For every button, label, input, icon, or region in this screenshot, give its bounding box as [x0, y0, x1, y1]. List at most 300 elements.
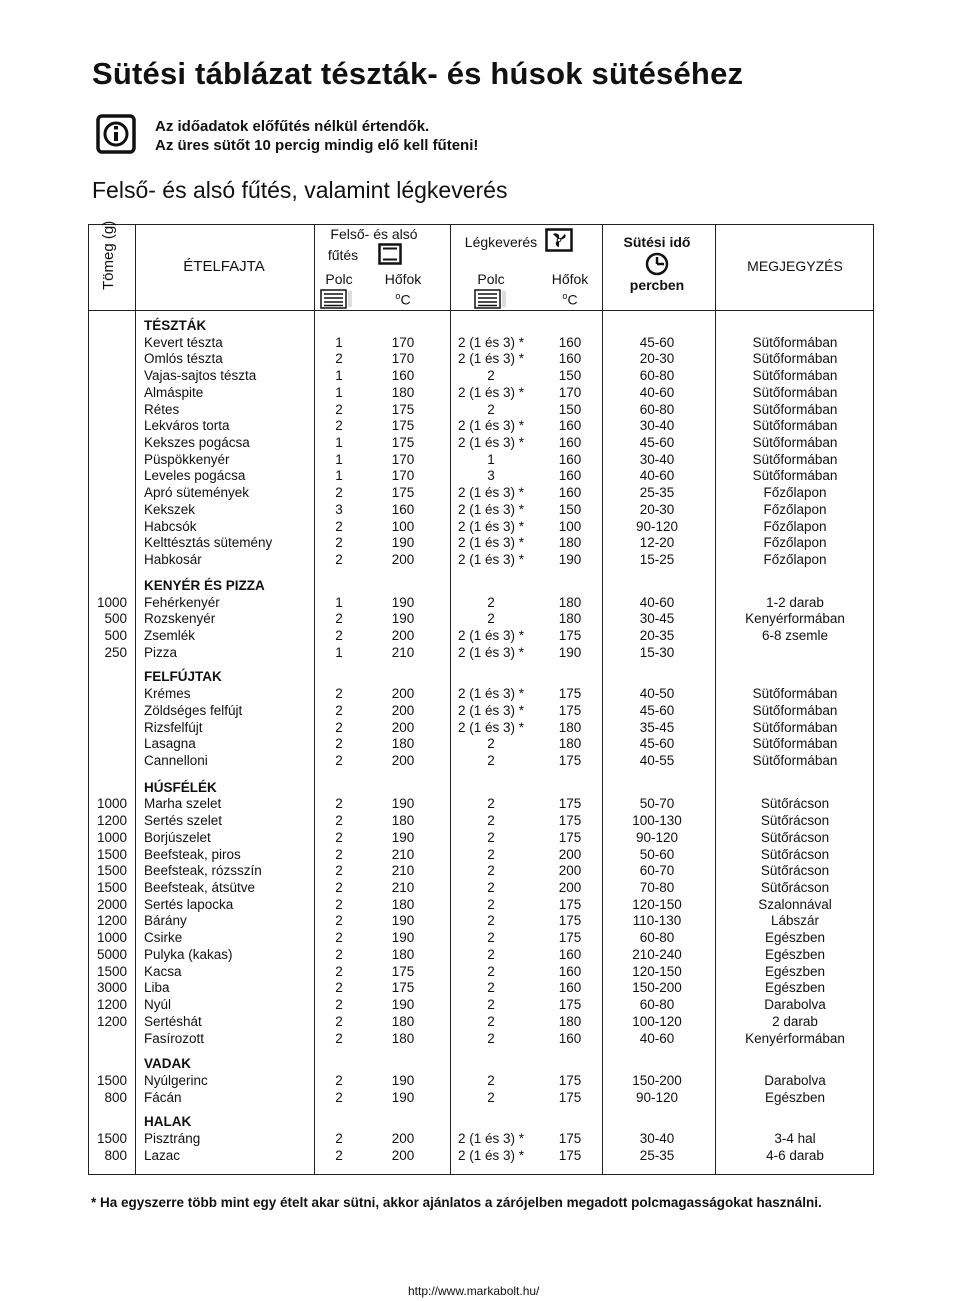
fan-temp-cell: 160 [558, 485, 582, 501]
food-cell: Almáspite [144, 384, 204, 400]
temp-header-1: Hőfok [384, 271, 422, 287]
time-cell: 60-80 [639, 368, 675, 384]
fan-shelf-cell: 2 (1 és 3) * [457, 644, 525, 660]
note-cell: Egészben [764, 980, 826, 996]
food-cell: Nyúl [144, 997, 172, 1013]
temp-cell: 170 [391, 334, 415, 350]
time-cell: 150-200 [632, 1072, 682, 1088]
food-cell: Habcsók [144, 518, 197, 534]
fan-shelf-cell: 2 (1 és 3) * [457, 686, 525, 702]
fan-temp-cell: 160 [558, 418, 582, 434]
note-cell: Sütőformában [752, 753, 838, 768]
fan-temp-cell: 180 [558, 719, 582, 735]
time-cell: 30-40 [639, 451, 675, 467]
fan-temp-cell: 150 [558, 501, 582, 517]
info-icon [96, 114, 136, 154]
shelf-cell: 2 [335, 719, 343, 735]
shelf-header-2: Polc [477, 271, 505, 287]
shelf-cell: 2 [335, 863, 343, 879]
weight-cell: 1000 [96, 829, 127, 845]
note-cell: Sütőrácson [760, 796, 830, 812]
note-cell: Főzőlapon [763, 518, 827, 534]
temp-cell: 190 [391, 796, 415, 812]
food-cell: Lekváros torta [144, 418, 230, 434]
time-cell: 40-60 [639, 1030, 675, 1046]
temp-cell: 180 [391, 813, 415, 829]
temp-cell: 190 [391, 594, 415, 610]
category-heading: HALAK [144, 1114, 192, 1130]
fan-shelf-cell: 2 [487, 611, 495, 627]
shelf-cell: 1 [335, 451, 343, 467]
time-cell: 40-55 [639, 753, 675, 768]
time-cell: 110-130 [632, 913, 682, 929]
fan-temp-cell: 175 [558, 1089, 582, 1105]
top-bottom-heat-header: Felső- és alsó [330, 226, 418, 242]
temp-cell: 210 [391, 863, 415, 879]
fan-shelf-cell: 2 (1 és 3) * [457, 418, 525, 434]
shelf-cell: 1 [335, 384, 343, 400]
fan-shelf-cell: 2 (1 és 3) * [457, 501, 525, 517]
temp-cell: 200 [391, 719, 415, 735]
food-cell: Fácán [144, 1089, 182, 1105]
food-cell: Kelttésztás sütemény [144, 535, 273, 551]
fan-temp-cell: 175 [558, 997, 582, 1013]
shelf-cell: 2 [335, 686, 343, 702]
food-cell: Kacsa [144, 963, 182, 979]
shelf-header-1: Polc [325, 271, 353, 287]
temp-cell: 175 [391, 401, 415, 417]
column-divider [715, 224, 716, 1175]
food-cell: Pulyka (kakas) [144, 946, 233, 962]
temp-cell: 180 [391, 1030, 415, 1046]
time-cell: 50-60 [639, 846, 675, 862]
fan-temp-cell: 170 [558, 384, 582, 400]
shelf-cell: 2 [335, 946, 343, 962]
temp-cell: 175 [391, 485, 415, 501]
celsius-label: C [400, 291, 411, 308]
fan-temp-cell: 175 [558, 1072, 582, 1088]
shelf-cell: 2 [335, 535, 343, 551]
temp-cell: 170 [391, 468, 415, 484]
fan-temp-cell: 175 [558, 829, 582, 845]
temp-cell: 160 [391, 501, 415, 517]
fan-temp-cell: 150 [558, 368, 582, 384]
fan-shelf-cell: 2 [487, 896, 495, 912]
weight-cell: 800 [104, 1089, 127, 1105]
food-cell: Püspökkenyér [144, 451, 230, 467]
note-cell: Sütőformában [752, 435, 838, 451]
time-cell: 90-120 [635, 1089, 679, 1105]
weight-cell: 3000 [96, 980, 127, 996]
fan-shelf-cell: 2 [487, 946, 495, 962]
fan-temp-cell: 150 [558, 401, 582, 417]
fan-temp-cell: 180 [558, 611, 582, 627]
note-cell: Sütőformában [752, 702, 838, 718]
fan-temp-cell: 175 [558, 796, 582, 812]
weight-cell: 1500 [96, 1072, 127, 1088]
time-cell: 100-120 [632, 1013, 682, 1029]
weight-cell: 1500 [96, 1131, 127, 1147]
shelf-cell: 1 [335, 594, 343, 610]
temp-cell: 210 [391, 880, 415, 896]
fan-shelf-cell: 2 (1 és 3) * [457, 485, 525, 501]
temp-cell: 190 [391, 611, 415, 627]
food-cell: Vajas-sajtos tészta [144, 368, 257, 384]
weight-cell: 1500 [96, 863, 127, 879]
fan-shelf-cell: 2 [487, 1013, 495, 1029]
food-cell: Sertés szelet [144, 813, 223, 829]
time-cell: 60-80 [639, 997, 675, 1013]
time-cell: 45-60 [639, 334, 675, 350]
shelf-cell: 2 [335, 485, 343, 501]
shelf-cell: 2 [335, 980, 343, 996]
fan-temp-cell: 100 [558, 518, 582, 534]
fan-temp-cell: 200 [558, 863, 582, 879]
top-bottom-heat-header-line2: fűtés [327, 247, 359, 263]
shelf-cell: 2 [335, 930, 343, 946]
note-cell: Sütőformában [752, 401, 838, 417]
fan-temp-cell: 160 [558, 351, 582, 367]
fan-shelf-cell: 2 [487, 1072, 495, 1088]
shelf-cell: 3 [335, 501, 343, 517]
shelf-cell: 2 [335, 896, 343, 912]
food-cell: Sertéshát [144, 1013, 202, 1029]
temp-cell: 200 [391, 1147, 415, 1163]
temp-cell: 100 [391, 518, 415, 534]
time-cell: 12-20 [639, 535, 675, 551]
note-cell: Sütőformában [752, 686, 838, 702]
fan-temp-cell: 160 [558, 334, 582, 350]
food-cell: Beefsteak, piros [144, 846, 241, 862]
column-divider [135, 224, 136, 1175]
food-cell: Kevert tészta [144, 334, 223, 350]
food-cell: Omlós tészta [144, 351, 223, 367]
temp-header-2: Hőfok [551, 271, 589, 287]
temp-cell: 190 [391, 997, 415, 1013]
food-cell: Zsemlék [144, 627, 196, 643]
category-heading: HÚSFÉLÉK [144, 779, 217, 795]
weight-header: Tömeg (g) [100, 220, 117, 290]
weight-cell: 250 [104, 644, 127, 660]
time-cell: 30-40 [639, 1131, 675, 1147]
degree-sign: o [395, 291, 401, 301]
fan-shelf-cell: 2 [487, 1030, 495, 1046]
weight-cell: 5000 [96, 946, 127, 962]
fan-temp-cell: 200 [558, 846, 582, 862]
weight-cell: 1500 [96, 880, 127, 896]
fan-temp-cell: 160 [558, 468, 582, 484]
shelf-cell: 2 [335, 627, 343, 643]
temp-cell: 180 [391, 946, 415, 962]
category-heading: FELFÚJTAK [144, 669, 222, 685]
time-cell: 20-30 [639, 351, 675, 367]
fan-temp-cell: 180 [558, 594, 582, 610]
celsius-label: C [567, 291, 578, 308]
food-cell: Leveles pogácsa [144, 468, 246, 484]
note-cell: Sütőformában [752, 368, 838, 384]
note-cell: Egészben [764, 1089, 826, 1105]
temp-cell: 200 [391, 702, 415, 718]
temp-cell: 170 [391, 451, 415, 467]
food-cell: Beefsteak, átsütve [144, 880, 256, 896]
time-cell: 25-35 [639, 1147, 675, 1163]
note-cell: Sütőrácson [760, 829, 830, 845]
time-cell: 40-60 [639, 594, 675, 610]
shelf-levels-icon [320, 289, 354, 309]
shelf-cell: 2 [335, 351, 343, 367]
note-cell: Sütőformában [752, 451, 838, 467]
weight-cell: 500 [104, 611, 127, 627]
fan-temp-cell: 160 [558, 980, 582, 996]
note-cell: Kenyérformában [745, 611, 845, 627]
fan-temp-cell: 160 [558, 946, 582, 962]
time-cell: 120-150 [632, 896, 682, 912]
fan-shelf-cell: 2 [487, 980, 495, 996]
footnote: * Ha egyszerre több mint egy ételt akar sütni, akkor ajánlatos a zárójelben megadott polcmagasságokat használni. [91, 1195, 822, 1210]
temp-cell: 200 [391, 1131, 415, 1147]
food-cell: Sertés lapocka [144, 896, 234, 912]
fan-icon [545, 228, 573, 252]
shelf-cell: 2 [335, 913, 343, 929]
fan-temp-cell: 175 [558, 753, 582, 768]
temp-cell: 180 [391, 384, 415, 400]
fan-temp-cell: 175 [558, 627, 582, 643]
fan-temp-cell: 200 [558, 880, 582, 896]
shelf-cell: 2 [335, 846, 343, 862]
fan-temp-cell: 160 [558, 1030, 582, 1046]
time-cell: 210-240 [632, 946, 682, 962]
page-title: Sütési táblázat tészták- és húsok sütéséhez [92, 56, 744, 91]
note-cell: Sütőformában [752, 384, 838, 400]
food-cell: Habkosár [144, 552, 202, 568]
time-cell: 60-70 [639, 863, 675, 879]
fan-shelf-cell: 2 [487, 930, 495, 946]
category-heading: VADAK [144, 1056, 191, 1072]
fan-temp-cell: 190 [558, 644, 582, 660]
food-cell: Pizza [144, 644, 178, 660]
category-heading: KENYÉR ÉS PIZZA [144, 577, 265, 593]
fan-temp-cell: 190 [558, 552, 582, 568]
note-cell: Szalonnával [758, 896, 832, 912]
note-cell: Sütőrácson [760, 846, 830, 862]
time-cell: 60-80 [639, 401, 675, 417]
fan-temp-cell: 175 [558, 686, 582, 702]
weight-cell: 1200 [96, 1013, 127, 1029]
shelf-levels-icon [474, 289, 508, 309]
note-cell: Főzőlapon [763, 552, 827, 568]
header-divider [88, 310, 874, 311]
time-cell: 45-60 [639, 435, 675, 451]
time-cell: 50-70 [639, 796, 675, 812]
fan-shelf-cell: 2 [487, 736, 495, 752]
note-cell: 2 darab [772, 1013, 818, 1029]
weight-cell: 1200 [96, 813, 127, 829]
shelf-cell: 2 [335, 1013, 343, 1029]
shelf-cell: 1 [335, 334, 343, 350]
time-cell: 40-50 [639, 686, 675, 702]
column-divider [602, 224, 603, 1175]
note-cell: 4-6 darab [766, 1147, 824, 1163]
fan-shelf-cell: 2 (1 és 3) * [457, 1147, 525, 1163]
fan-temp-cell: 175 [558, 1131, 582, 1147]
time-header: Sütési idő [623, 234, 691, 250]
time-cell: 40-60 [639, 384, 675, 400]
time-cell: 45-60 [639, 736, 675, 752]
note-cell: Sütőrácson [760, 863, 830, 879]
temp-cell: 170 [391, 351, 415, 367]
fan-shelf-cell: 2 (1 és 3) * [457, 552, 525, 568]
section-title: Felső- és alsó fűtés, valamint légkeverés [92, 177, 508, 203]
weight-cell: 1000 [96, 594, 127, 610]
shelf-cell: 2 [335, 1131, 343, 1147]
time-cell: 25-35 [639, 485, 675, 501]
fan-shelf-cell: 2 [487, 796, 495, 812]
temp-cell: 200 [391, 753, 415, 768]
temp-cell: 210 [391, 644, 415, 660]
fan-temp-cell: 175 [558, 930, 582, 946]
fan-shelf-cell: 2 (1 és 3) * [457, 334, 525, 350]
food-cell: Cannelloni [144, 753, 208, 768]
fan-header: Légkeverés [464, 234, 538, 250]
fan-shelf-cell: 2 (1 és 3) * [457, 518, 525, 534]
food-cell: Lasagna [144, 736, 196, 752]
food-cell: Zöldséges felfújt [144, 702, 243, 718]
fan-temp-cell: 175 [558, 813, 582, 829]
note-cell: 3-4 hal [774, 1131, 816, 1147]
shelf-cell: 1 [335, 435, 343, 451]
fan-shelf-cell: 2 [487, 594, 495, 610]
fan-shelf-cell: 2 (1 és 3) * [457, 1131, 525, 1147]
fan-shelf-cell: 2 [487, 963, 495, 979]
time-cell: 45-60 [639, 702, 675, 718]
time-cell: 70-80 [639, 880, 675, 896]
fan-shelf-cell: 2 [487, 813, 495, 829]
fan-shelf-cell: 2 [487, 829, 495, 845]
note-cell: Sütőformában [752, 719, 838, 735]
temp-cell: 200 [391, 686, 415, 702]
food-cell: Nyúlgerinc [144, 1072, 208, 1088]
food-header: ÉTELFAJTA [183, 258, 265, 275]
weight-cell: 800 [104, 1147, 127, 1163]
time-header-line2: percben [629, 277, 685, 293]
food-cell: Fasírozott [144, 1030, 205, 1046]
fan-temp-cell: 180 [558, 535, 582, 551]
time-cell: 60-80 [639, 930, 675, 946]
weight-cell: 1200 [96, 997, 127, 1013]
shelf-cell: 2 [335, 611, 343, 627]
food-cell: Csirke [144, 930, 183, 946]
fan-shelf-cell: 2 (1 és 3) * [457, 351, 525, 367]
top-bottom-heat-icon [378, 243, 402, 265]
note-cell: 1-2 darab [766, 594, 824, 610]
note-cell: Egészben [764, 946, 826, 962]
temp-cell: 200 [391, 627, 415, 643]
fan-shelf-cell: 2 (1 és 3) * [457, 535, 525, 551]
fan-shelf-cell: 3 [487, 468, 495, 484]
note-cell: Főzőlapon [763, 485, 827, 501]
fan-shelf-cell: 2 [487, 997, 495, 1013]
shelf-cell: 2 [335, 736, 343, 752]
shelf-cell: 2 [335, 997, 343, 1013]
shelf-cell: 2 [335, 1030, 343, 1046]
info-note-line1: Az időadatok előfűtés nélkül értendők. [155, 118, 430, 135]
shelf-cell: 2 [335, 963, 343, 979]
temp-cell: 190 [391, 913, 415, 929]
fan-temp-cell: 180 [558, 1013, 582, 1029]
note-cell: Sütőrácson [760, 880, 830, 896]
shelf-cell: 2 [335, 753, 343, 768]
clock-icon [644, 252, 670, 276]
food-cell: Liba [144, 980, 170, 996]
temp-cell: 190 [391, 535, 415, 551]
fan-shelf-cell: 2 (1 és 3) * [457, 627, 525, 643]
fan-temp-cell: 160 [558, 435, 582, 451]
weight-cell: 500 [104, 627, 127, 643]
weight-cell: 2000 [96, 896, 127, 912]
temp-cell: 175 [391, 980, 415, 996]
temp-cell: 160 [391, 368, 415, 384]
info-note-line2: Az üres sütőt 10 percig mindig elő kell fűteni! [155, 137, 479, 154]
shelf-cell: 2 [335, 401, 343, 417]
temp-cell: 175 [391, 435, 415, 451]
notes-header: MEGJEGYZÉS [747, 258, 843, 274]
food-cell: Rétes [144, 401, 180, 417]
shelf-cell: 2 [335, 1089, 343, 1105]
note-cell: Sütőformában [752, 334, 838, 350]
fan-temp-cell: 180 [558, 736, 582, 752]
shelf-cell: 2 [335, 796, 343, 812]
fan-shelf-cell: 2 (1 és 3) * [457, 702, 525, 718]
time-cell: 100-130 [632, 813, 682, 829]
shelf-cell: 2 [335, 418, 343, 434]
food-cell: Pisztráng [144, 1131, 201, 1147]
fan-temp-cell: 175 [558, 702, 582, 718]
food-cell: Kekszek [144, 501, 196, 517]
fan-shelf-cell: 2 [487, 846, 495, 862]
fan-shelf-cell: 2 (1 és 3) * [457, 719, 525, 735]
time-cell: 15-30 [639, 644, 675, 660]
note-cell: Egészben [764, 930, 826, 946]
temp-cell: 180 [391, 896, 415, 912]
note-cell: Sütőformában [752, 418, 838, 434]
time-cell: 15-25 [639, 552, 675, 568]
food-cell: Apró sütemények [144, 485, 250, 501]
shelf-cell: 1 [335, 644, 343, 660]
shelf-cell: 2 [335, 702, 343, 718]
weight-cell: 1200 [96, 913, 127, 929]
fan-shelf-cell: 2 [487, 368, 495, 384]
note-cell: Darabolva [764, 997, 826, 1013]
food-cell: Krémes [144, 686, 191, 702]
temp-cell: 190 [391, 1072, 415, 1088]
time-cell: 30-45 [639, 611, 675, 627]
category-heading: TÉSZTÁK [144, 318, 207, 333]
weight-cell: 1000 [96, 796, 127, 812]
shelf-cell: 1 [335, 468, 343, 484]
note-cell: Sütőformában [752, 736, 838, 752]
temp-cell: 190 [391, 930, 415, 946]
fan-shelf-cell: 1 [487, 451, 495, 467]
note-cell: Sütőformában [752, 468, 838, 484]
note-cell: Sütőformában [752, 351, 838, 367]
note-cell: Darabolva [764, 1072, 826, 1088]
weight-cell: 1500 [96, 846, 127, 862]
shelf-cell: 2 [335, 518, 343, 534]
column-divider [314, 224, 315, 1175]
time-cell: 35-45 [639, 719, 675, 735]
source-url: http://www.markabolt.hu/ [408, 1284, 540, 1298]
food-cell: Rozskenyér [144, 611, 216, 627]
